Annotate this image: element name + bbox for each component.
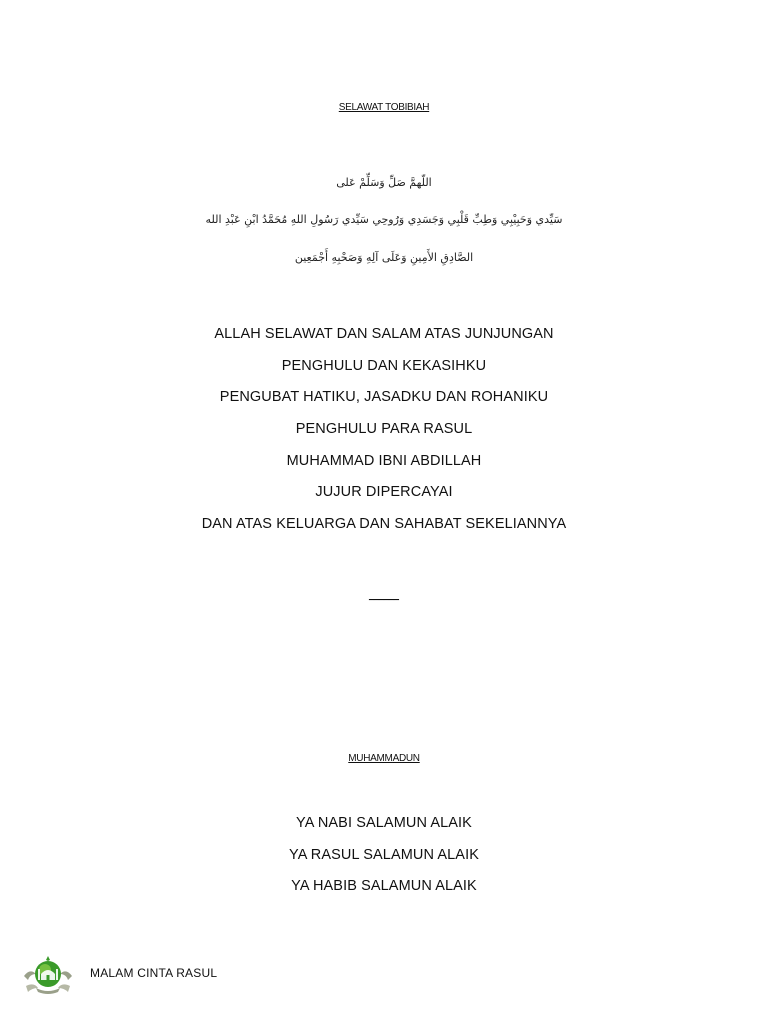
muhammadun-line-2: YA RASUL SALAMUN ALAIK (289, 847, 479, 863)
section-separator: ______ (368, 590, 400, 600)
arabic-line-3: الصَّادِقِ الأَمِينِ وَعَلَى آلِهِ وَصَحْبِهِ أَجْمَعِين (294, 251, 474, 264)
muhammadun-line-3: YA HABIB SALAMUN ALAIK (291, 878, 477, 894)
translation-line-1: ALLAH SELAWAT DAN SALAM ATAS JUNJUNGAN (214, 326, 554, 342)
muhammadun-line-1: YA NABI SALAMUN ALAIK (296, 815, 472, 831)
mosque-emblem-icon (20, 948, 76, 998)
translation-line-7: DAN ATAS KELUARGA DAN SAHABAT SEKELIANNYA (201, 516, 567, 532)
footer-title: MALAM CINTA RASUL (90, 966, 218, 980)
translation-line-3: PENGUBAT HATIKU, JASADKU DAN ROHANIKU (219, 389, 549, 405)
page-footer (20, 948, 217, 998)
arabic-line-2: سَيِّدي وَحَبِيْبِي وَطِبِّ قَلْبِي وَجَسَدِي وَرُوحِي سَيِّدي رَسُولِ اللهِ مُحَمَّدُ ابْنِ عَبْدِ الله (205, 213, 563, 226)
arabic-line-1: اللّهمَّ صَلِّ وَسَلِّمْ عَلى (336, 176, 432, 189)
translation-line-6: JUJUR DIPERCAYAI (315, 484, 453, 500)
translation-line-5: MUHAMMAD IBNI ABDILLAH (286, 453, 482, 469)
section-title-selawat-tobibiah: SELAWAT TOBIBIAH (338, 102, 430, 113)
translation-line-2: PENGHULU DAN KEKASIHKU (281, 358, 487, 374)
section-title-muhammadun: MUHAMMADUN (348, 753, 420, 764)
translation-line-4: PENGHULU PARA RASUL (295, 421, 473, 437)
